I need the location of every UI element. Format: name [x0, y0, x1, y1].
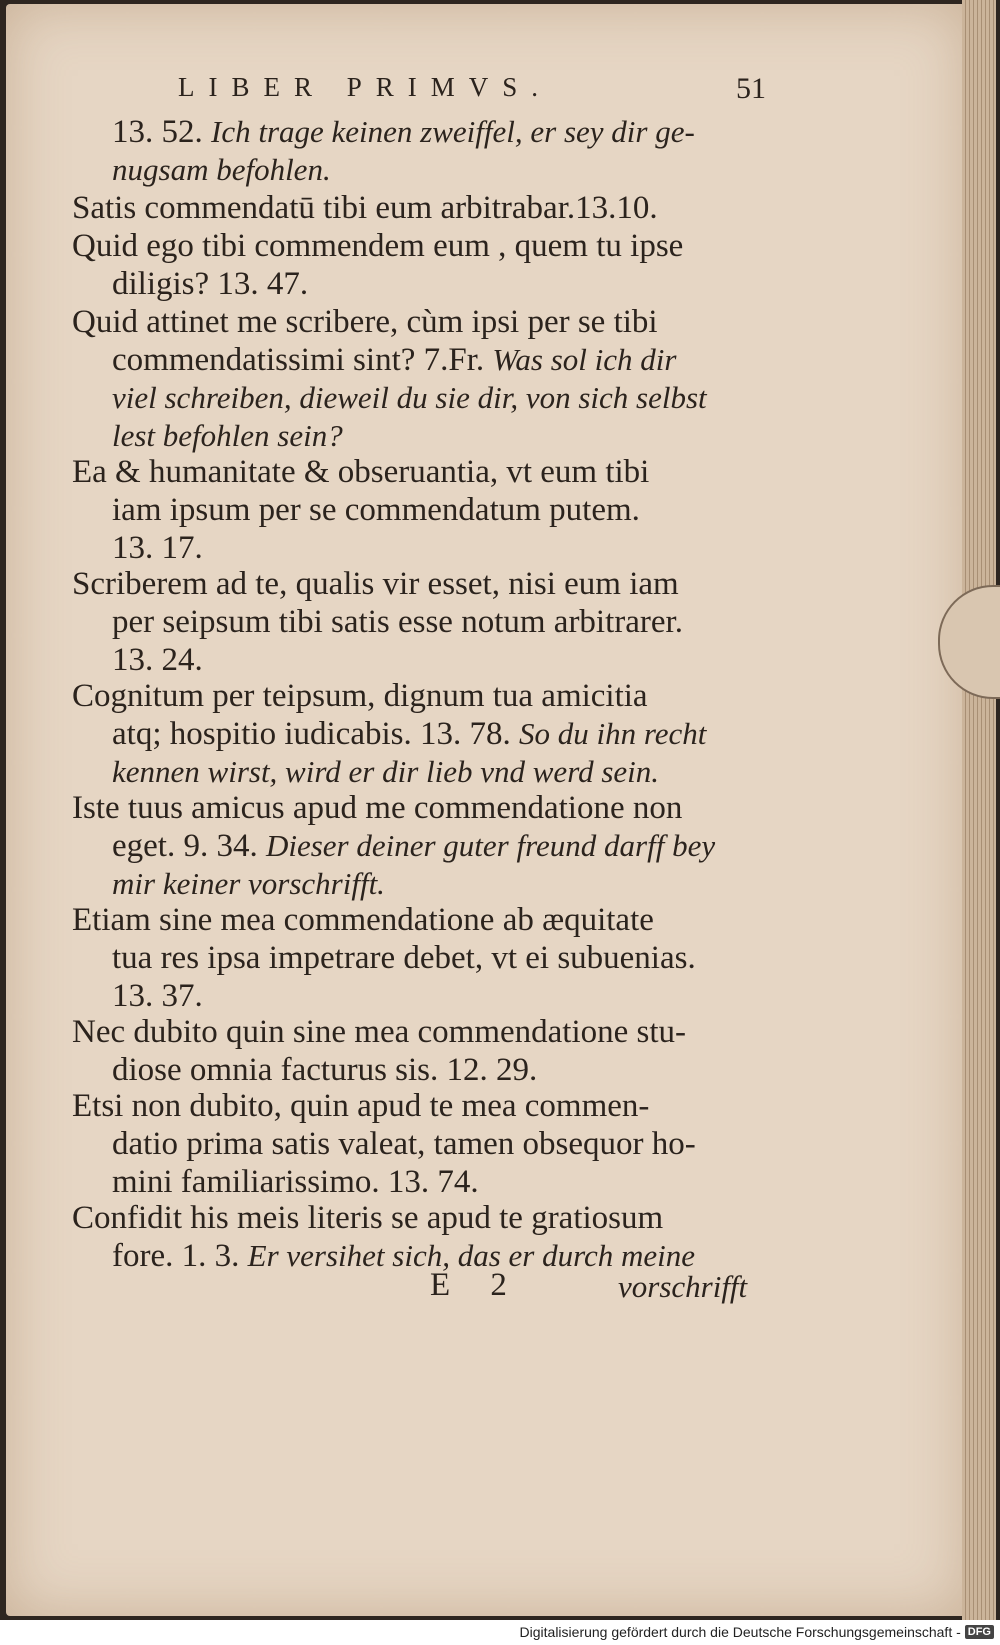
text-line: nugsam befohlen. — [112, 152, 331, 187]
catchword: vorschrifft — [618, 1269, 748, 1304]
text-line: per seipsum tibi satis esse notum arbitrarer. — [112, 604, 683, 640]
text-line: Nec dubito quin sine mea commendatione stu- — [72, 1014, 687, 1050]
text-line: commendatissimi sint? 7.Fr. Was sol ich dir — [112, 342, 677, 378]
text-line: Etiam sine mea commendatione ab æquitate — [72, 902, 654, 938]
text-line: datio prima satis valeat, tamen obsequor ho- — [112, 1126, 696, 1162]
signature-mark: E 2 — [430, 1267, 523, 1303]
text-line: tua res ipsa impetrare debet, vt ei subuenias. — [112, 940, 696, 976]
text-line: Satis commendatū tibi eum arbitrabar.13.10. — [72, 190, 658, 226]
dfg-logo: DFG — [965, 1625, 994, 1639]
text-line: 13. 37. — [112, 978, 203, 1014]
text-line: eget. 9. 34. Dieser deiner guter freund darff bey — [112, 828, 716, 864]
text-line: diligis? 13. 47. — [112, 266, 309, 302]
text-line: Cognitum per teipsum, dignum tua amicitia — [72, 678, 648, 714]
text-line: Confidit his meis literis se apud te gratiosum — [72, 1200, 664, 1236]
text-line: kennen wirst, wird er dir lieb vnd werd sein. — [112, 754, 660, 789]
text-line: mini familiarissimo. 13. 74. — [112, 1164, 479, 1200]
funding-credit: Digitalisierung gefördert durch die Deutsche Forschungsgemeinschaft - — [519, 1624, 961, 1640]
text-line: fore. 1. 3. Er versihet sich, das er durch meine — [112, 1238, 696, 1274]
text-line: diose omnia facturus sis. 12. 29. — [112, 1052, 538, 1088]
text-line: 13. 24. — [112, 642, 203, 678]
text-line: Etsi non dubito, quin apud te mea commen- — [72, 1088, 650, 1124]
text-line: Ea & humanitate & obseruantia, vt eum tibi — [72, 454, 650, 490]
text-line: Iste tuus amicus apud me commendatione non — [72, 790, 683, 826]
text-line: mir keiner vorschrifft. — [112, 866, 385, 901]
page-number: 51 — [736, 72, 766, 105]
page-edges — [962, 0, 996, 1620]
running-head: LIBER PRIMVS. — [178, 72, 553, 102]
footer-credit — [520, 1622, 994, 1642]
text-line: 13. 17. — [112, 530, 203, 566]
text-line: iam ipsum per se commendatum putem. — [112, 492, 640, 528]
text-line: 13. 52. Ich trage keinen zweiffel, er sey dir ge- — [112, 114, 695, 150]
text-line: lest befohlen sein? — [112, 418, 343, 453]
text-line: atq; hospitio iudicabis. 13. 78. So du ihn recht — [112, 716, 707, 752]
text-line: Quid ego tibi commendem eum , quem tu ipse — [72, 228, 684, 264]
text-line: Quid attinet me scribere, cùm ipsi per se tibi — [72, 304, 658, 340]
text-line: Scriberem ad te, qualis vir esset, nisi eum iam — [72, 566, 679, 602]
text-line: viel schreiben, dieweil du sie dir, von sich selbst — [112, 380, 707, 415]
